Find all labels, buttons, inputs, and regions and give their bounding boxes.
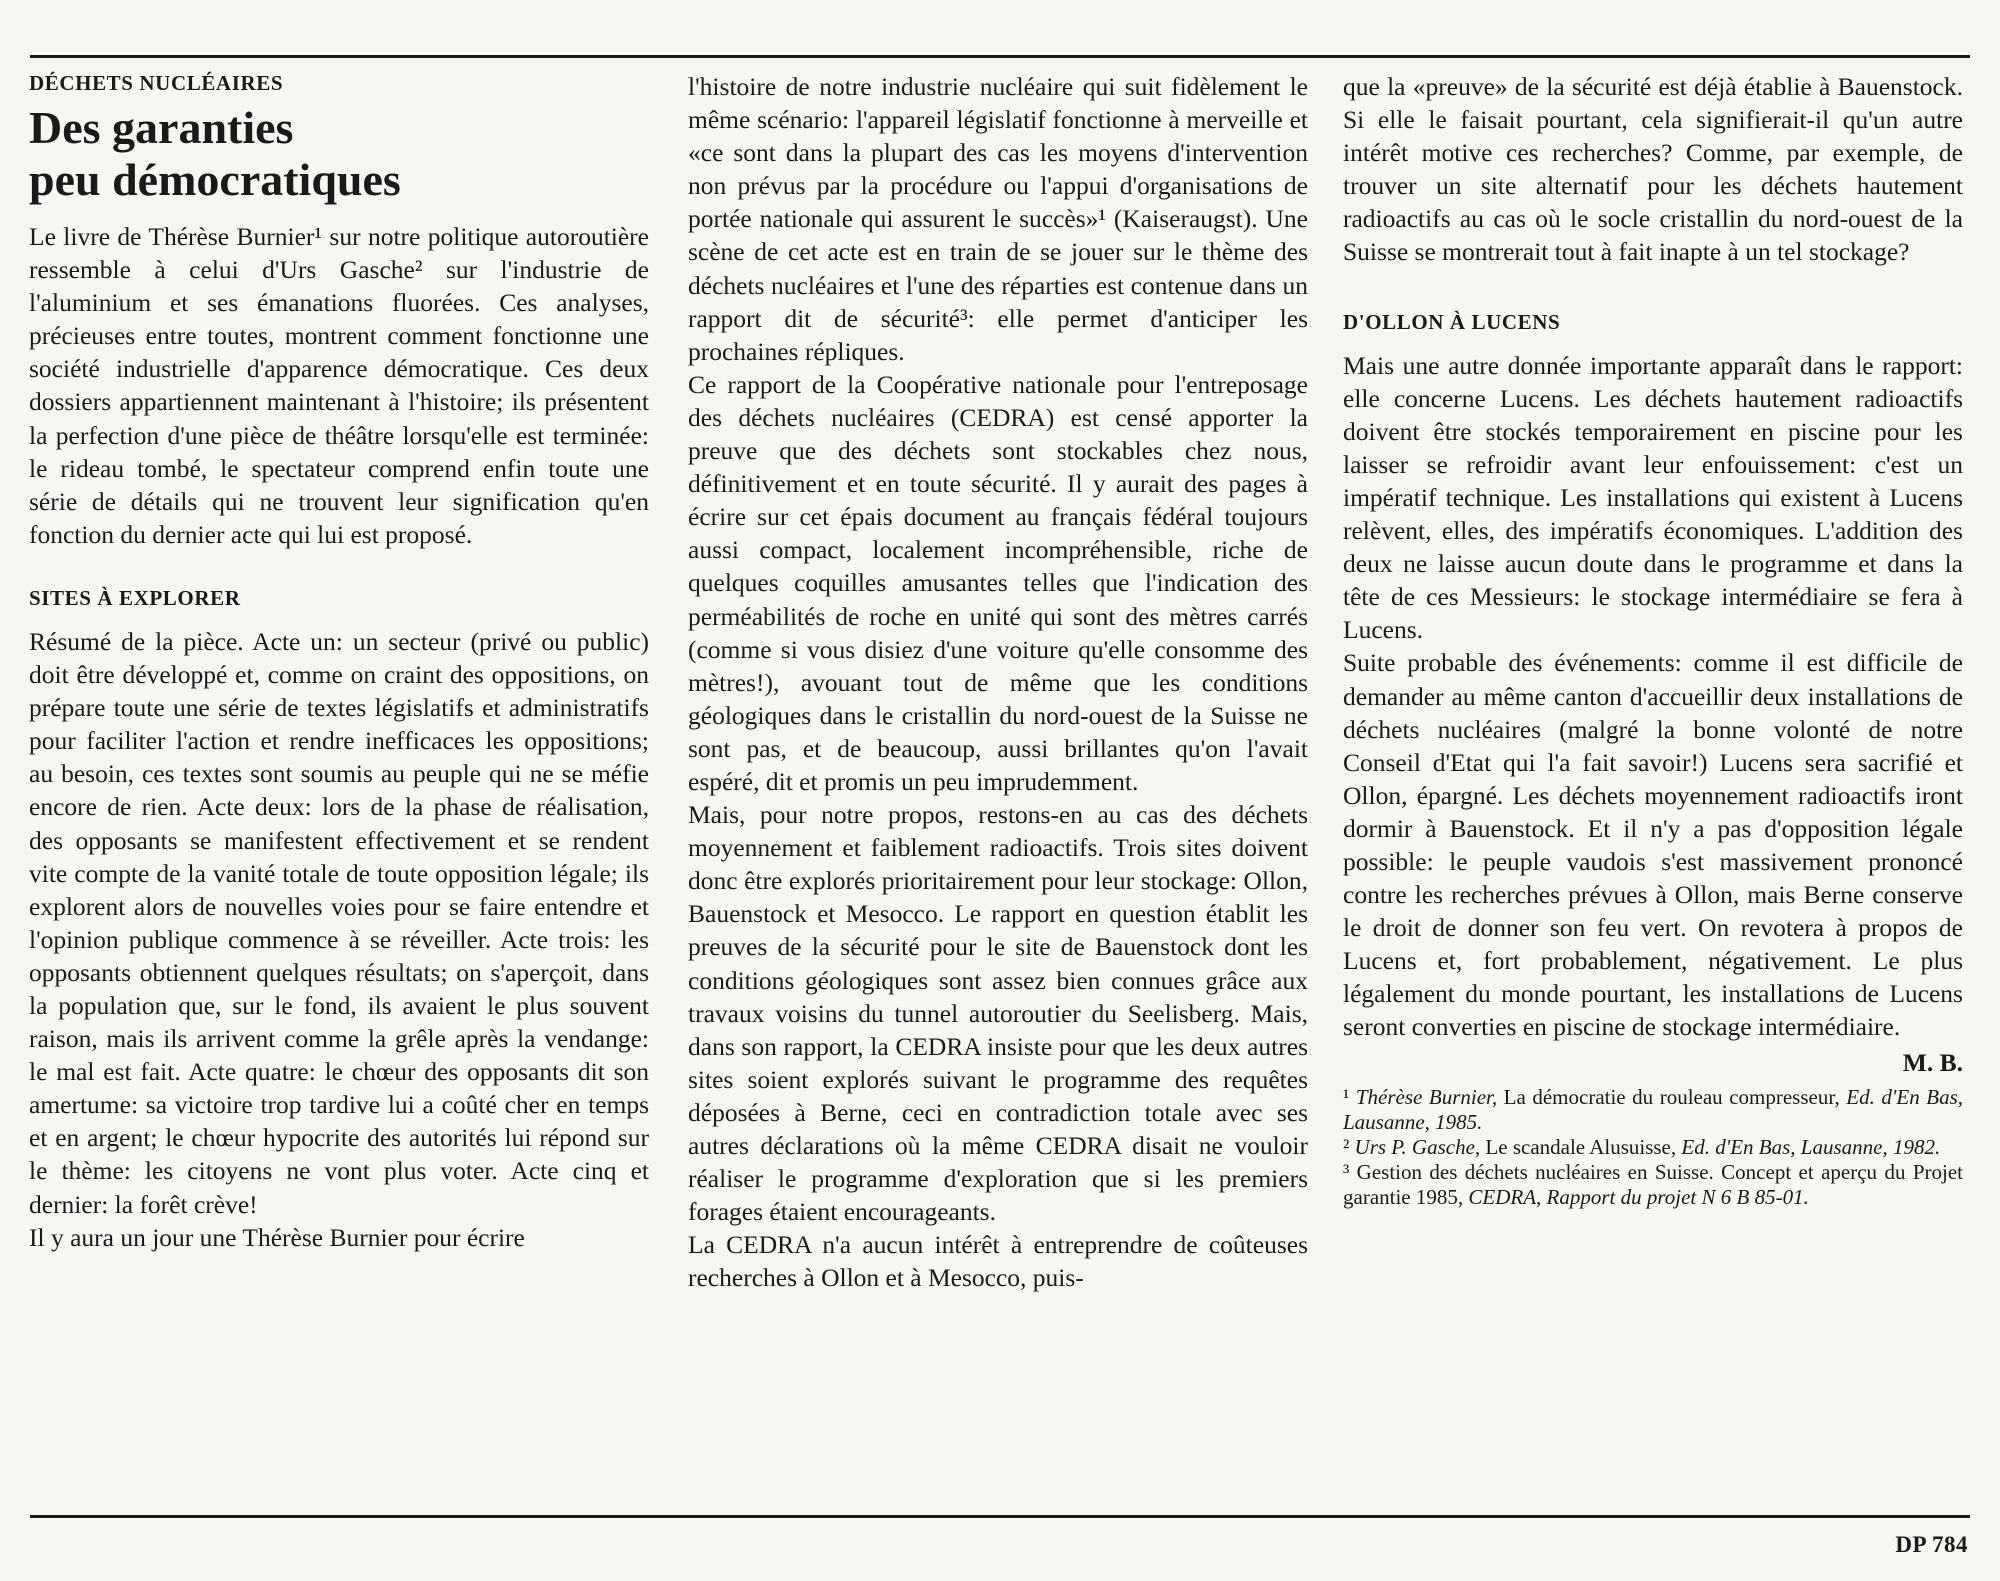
footnote-1-mark: ¹ — [1343, 1084, 1356, 1109]
paragraph: Résumé de la pièce. Acte un: un secteur (privé ou public) doit être développé et, comme on craint des oppositions, on prépare toute une série de textes législatifs et administratifs pour faciliter l'action et rendre inefficaces les oppositions; au besoin, ces textes sont soumis au peuple qui ne se méfie encore de rien. Acte deux: lors de la phase de réalisation, des opposants se manifestent effectivement et se rendent vite compte de la vanité totale de toute opposition légale; ils explorent alors de nouvelles voies pour se faire entendre et l'opinion publique commence à se réveiller. Acte trois: les opposants obtiennent quelques résultats; on s'aperçoit, dans la population que, sur le fond, ils avaient le plus souvent raison, mais ils arrivent comme la grêle après la vendange: le mal est fait. Acte quatre: le chœur des opposants dit son amertume: sa victoire trop tardive lui a coûté cher en temps et en argent; le chœur hypocrite des autorités lui répond sur le thème: les citoyens ne vont plus voter. Acte cinq et dernier: la forêt crève! — [29, 626, 649, 1219]
title-line-2: peu démocratiques — [29, 154, 401, 205]
article-title — [29, 102, 649, 206]
footnote-1-publisher: Ed. d'En Bas, Lausanne, 1985. — [1343, 1084, 1963, 1134]
paragraph: Mais, pour notre propos, restons-en au cas des déchets moyennement et faiblement radioactifs. Trois sites doivent donc être explorés prioritairement pour leur stockage: Ollon, Bauenstock et Mesocco. Le rapport en question établit les preuves de la sécurité pour le site de Bauenstock dont les conditions géologiques sont assez bien connues grâce aux travaux voisins du tunnel autoroutier du Seelisberg. Mais, dans son rapport, la CEDRA insiste pour que les deux autres sites soient explorés suivant le programme des requêtes déposées à Berne, ceci en contradiction totale avec ses autres déclarations où la même CEDRA disait ne vouloir réaliser le programme d'exploration que si les premiers forages étaient encourageants. — [688, 800, 1308, 1227]
footnote-2-publisher: Ed. d'En Bas, Lausanne, 1982. — [1681, 1134, 1941, 1159]
column-2 — [688, 70, 1308, 1294]
column-1 — [29, 70, 649, 1254]
author-signature: M. B. — [1902, 1047, 1963, 1077]
footnote-1-title: La démocratie du rouleau compresseur, — [1497, 1084, 1847, 1109]
paragraph: Ce rapport de la Coopérative nationale pour l'entreposage des déchets nucléaires (CEDRA) est censé apporter la preuve que des déchets sont stockables chez nous, définitivement et en toute sécurité. Il y aurait des pages à écrire sur cet épais document au français fédéral toujours aussi compact, localement incompréhensible, riche de quelques coquilles amusantes telles que l'indication des perméabilités de roche en unité qui sont des mètres carrés (comme si vous disiez d'une voiture qu'elle consomme des mètres!), avouant tout de même que les conditions géologiques dans le cristallin du nord-ouest de la Suisse ne sont pas, et de beaucoup, aussi brillantes qu'on l'avait espéré, dit et promis un peu imprudemment. — [688, 369, 1308, 796]
footnote-1 — [1343, 1085, 1963, 1135]
section-heading-sites: SITES À EXPLORER — [29, 585, 241, 610]
bottom-rule — [30, 1515, 1970, 1518]
footnote-2-mark: ² — [1343, 1134, 1355, 1159]
footnote-3 — [1343, 1160, 1963, 1210]
title-line-1: Des garanties — [29, 102, 294, 153]
footnote-3-publisher: CEDRA, Rapport du projet N 6 B 85-01. — [1468, 1184, 1809, 1209]
footnote-2-title: Le scandale Alusuisse, — [1480, 1134, 1682, 1159]
paragraph: La CEDRA n'a aucun intérêt à entreprendre de coûteuses recherches à Ollon et à Mesocco, puis- — [688, 1230, 1308, 1293]
paragraph: Il y aura un jour une Thérèse Burnier pour écrire — [29, 1222, 525, 1252]
column-3 — [1343, 70, 1963, 1210]
paragraph: Le livre de Thérèse Burnier¹ sur notre politique autoroutière ressemble à celui d'Urs Gasche² sur l'industrie de l'aluminium et ses émanations fluorées. Ces analyses, précieuses entre toutes, montrent comment fonctionne une société industrielle d'apparence démocratique. Ces deux dossiers appartiennent maintenant à l'histoire; ils présentent la perfection d'une pièce de théâtre lorsqu'elle est terminée: le rideau tombé, le spectateur comprend enfin toute une série de détails qui ne trouvent leur signification qu'en fonction du dernier acte qui lui est proposé. — [29, 222, 649, 549]
paragraph: que la «preuve» de la sécurité est déjà établie à Bauenstock. Si elle le faisait pourtant, cela signifierait-il qu'un autre intérêt motive ces recherches? Comme, par exemple, de trouver un site alternatif pour les déchets hautement radioactifs au cas où le socle cristallin du nord-ouest de la Suisse se montrerait tout à fait inapte à un tel stockage? — [1343, 72, 1963, 267]
article-kicker: DÉCHETS NUCLÉAIRES — [29, 71, 284, 95]
section-heading-ollon-lucens: D'OLLON À LUCENS — [1343, 309, 1561, 334]
footnote-3-text: ³ Gestion des déchets nucléaires en Suisse. Concept et aperçu du Projet garantie 1985, — [1343, 1159, 1963, 1209]
paragraph: Suite probable des événements: comme il est difficile de demander au même canton d'accueillir deux installations de déchets nucléaires (malgré la bonne volonté de notre Conseil d'Etat qui l'a fait savoir!) Lucens sera sacrifié et Ollon, épargné. Les déchets moyennement radioactifs iront dormir à Bauenstock. Et il n'y a pas d'opposition légale possible: le peuple vaudois s'est massivement prononcé contre les recherches prévues à Ollon, mais Berne conserve le droit de donner son feu vert. On revotera à propos de Lucens et, fort probablement, négativement. Le plus légalement du monde pourtant, les installations de Lucens seront converties en piscine de stockage intermédiaire. — [1343, 648, 1963, 1042]
footnotes — [1343, 1085, 1963, 1210]
footnote-1-author: Thérèse Burnier, — [1355, 1084, 1498, 1109]
page-number: DP 784 — [1895, 1532, 1968, 1557]
paragraph: Mais une autre donnée importante apparaît dans le rapport: elle concerne Lucens. Les déchets hautement radioactifs doivent être stockés temporairement en piscine pour les laisser se refroidir avant leur enfouissement: c'est un impératif technique. Les installations qui existent à Lucens relèvent, elles, des impératifs économiques. L'addition des deux ne laisse aucun doute dans le programme et dans la tête de ces Messieurs: le stockage intermédiaire se fera à Lucens. — [1343, 350, 1963, 645]
paragraph: l'histoire de notre industrie nucléaire qui suit fidèlement le même scénario: l'appareil législatif fonctionne à merveille et «ce sont dans la plupart des cas les moyens d'intervention non prévus par la procédure ou l'appui d'organisations de portée nationale qui assurent le succès»¹ (Kaiseraugst). Une scène de cet acte est en train de se jouer sur le thème des déchets nucléaires et l'une des réparties est contenue dans un rapport dit de sécurité³: elle permet d'anticiper les prochaines répliques. — [688, 72, 1308, 366]
footnote-2-author: Urs P. Gasche, — [1354, 1134, 1481, 1159]
top-rule — [30, 55, 1970, 58]
footnote-2 — [1343, 1135, 1963, 1160]
